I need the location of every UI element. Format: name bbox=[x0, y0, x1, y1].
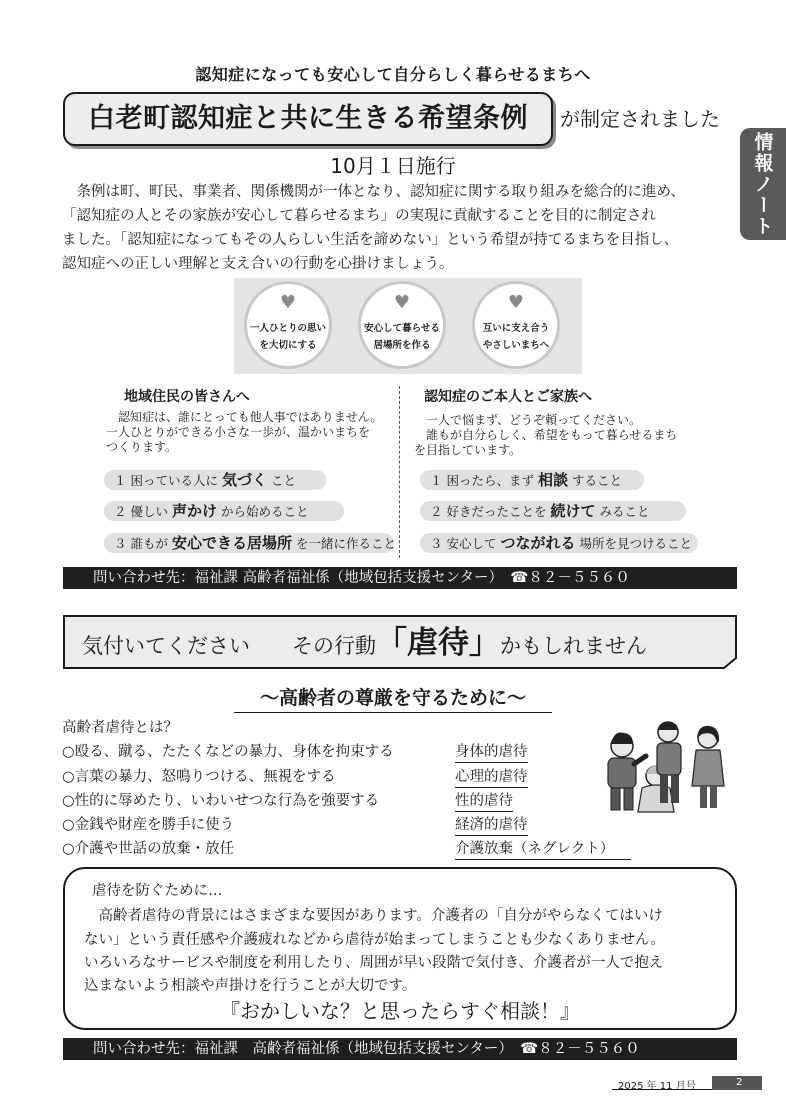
prevention-text: いろいろなサービスや制度を利用したり、周囲が早い段階で気付き、介護者が一人で抱え bbox=[84, 955, 664, 971]
prevention-text: 高齢者虐待の背景にはさまざまな要因があります。介護者の「自分がやらなくてはいけ bbox=[84, 908, 663, 924]
prevention-slogan: 『おかしいな？と思ったらすぐ相談！』 bbox=[220, 999, 580, 1023]
heart-icon: ♥ bbox=[507, 292, 525, 313]
principle-circle bbox=[358, 281, 446, 369]
contact-bar: 問い合わせ先：福祉課 高齢者福祉係（地域包括支援センター） ☎８２－５５６０ bbox=[63, 567, 737, 589]
families-body: 一人で悩まず、どうぞ頼ってください。 bbox=[414, 413, 642, 427]
principle-text: 居場所を作る bbox=[373, 340, 431, 351]
heart-icon: ♥ bbox=[279, 292, 297, 313]
principle-text: 安心して暮らせる bbox=[364, 323, 440, 334]
intro-line: 条例は町、町民、事業者、関係機関が一体となり、認知症に関する取り組みを総合的に進め、 bbox=[62, 184, 685, 200]
families-action: １ 困ったら、まず 相談 すること bbox=[420, 470, 644, 490]
families-action: ３ 安心して つながれる 場所を見つけること bbox=[420, 533, 698, 553]
abuse-banner-text: 気付いてください その行動「虐待」かもしれません bbox=[82, 625, 647, 661]
intro-line: ました。「認知症になってもその人らしい生活を諦めない」という希望が持てるまちを目指し、 bbox=[62, 232, 679, 248]
abuse-type: 経済的虐待 bbox=[455, 813, 528, 836]
residents-action: ３ 誰もが 安心できる居場所 を一緒に作ること bbox=[104, 533, 394, 553]
side-tab bbox=[740, 128, 786, 240]
intro-line: 認知症への正しい理解と支え合いの行動を心掛けましょう。 bbox=[62, 256, 454, 272]
abuse-heading: 高齢者虐待とは？ bbox=[62, 720, 178, 736]
contact-bar: 問い合わせ先：福祉課 高齢者福祉係（地域包括支援センター） ☎８２－５５６０ bbox=[63, 1038, 737, 1060]
effective-date: 10月１日施行 bbox=[330, 154, 456, 178]
column-divider bbox=[399, 386, 400, 558]
abuse-type: 心理的虐待 bbox=[455, 765, 528, 788]
heart-icon: ♥ bbox=[393, 292, 411, 313]
residents-body: 認知症は、誰にとっても他人事ではありません。 bbox=[106, 410, 383, 424]
abuse-illustration bbox=[594, 716, 736, 816]
tagline: 認知症になっても安心して自分らしく暮らせるまちへ bbox=[195, 65, 591, 84]
residents-heading: 地域住民の皆さんへ bbox=[124, 389, 250, 405]
abuse-description: ○性的に辱めたり、いわいせつな行為を強要する bbox=[62, 793, 380, 809]
abuse-description: ○介護や世話の放棄・放任 bbox=[62, 841, 235, 857]
abuse-type: 身体的虐待 bbox=[455, 740, 528, 763]
residents-action: １ 困っている人に 気づく こと bbox=[104, 470, 326, 490]
abuse-type: 性的虐待 bbox=[455, 789, 513, 812]
abuse-subtitle: ～高齢者の尊厳を守るために～ bbox=[234, 683, 552, 713]
page-title: 白老町認知症と共に生きる希望条例 bbox=[88, 103, 528, 134]
abuse-description: ○金銭や財産を勝手に使う bbox=[62, 817, 235, 833]
side-tab-label: 情報ノート bbox=[751, 131, 774, 237]
page-number: 2 bbox=[712, 1076, 762, 1090]
principle-text: 互いに支え合う bbox=[482, 323, 550, 334]
principle-text: 一人ひとりの思い bbox=[249, 323, 326, 334]
families-heading: 認知症のご本人とご家族へ bbox=[424, 389, 592, 405]
residents-body: つくります。 bbox=[106, 440, 178, 454]
prevention-text: ない」という責任感や介護疲れなどから虐待が始まってしまうことも少なくありません。 bbox=[84, 932, 665, 948]
families-action: ２ 好きだったことを 続けて みること bbox=[420, 501, 686, 521]
title-suffix: が制定されました bbox=[560, 107, 720, 131]
principle-circle bbox=[244, 281, 332, 369]
principle-text: を大切にする bbox=[259, 340, 317, 351]
residents-action: ２ 優しい 声かけ から始めること bbox=[104, 501, 344, 521]
footer-issue: 2025 年 11 月号 bbox=[618, 1081, 696, 1092]
abuse-description: ○殴る、蹴る、たたくなどの暴力、身体を拘束する bbox=[62, 744, 394, 760]
prevention-text: 込まないよう相談や声掛けを行うことが大切です。 bbox=[84, 978, 417, 994]
families-body: を目指しています。 bbox=[414, 443, 522, 457]
abuse-description: ○言葉の暴力、怒鳴りつける、無視をする bbox=[62, 769, 336, 785]
principle-circle bbox=[472, 281, 560, 369]
families-body: 誰もが自分らしく、希望をもって暮らせるまち bbox=[414, 428, 678, 442]
abuse-type: 介護放棄（ネグレクト） bbox=[455, 837, 631, 860]
principle-text: やさしいまちへ bbox=[482, 340, 550, 351]
prevention-title: 虐待を防ぐために… bbox=[92, 883, 223, 899]
intro-line: 「認知症の人とその家族が安心して暮らせるまち」の実現に貢献することを目的に制定され bbox=[62, 208, 657, 224]
residents-body: 一人ひとりができる小さな一歩が、温かいまちを bbox=[106, 425, 371, 439]
